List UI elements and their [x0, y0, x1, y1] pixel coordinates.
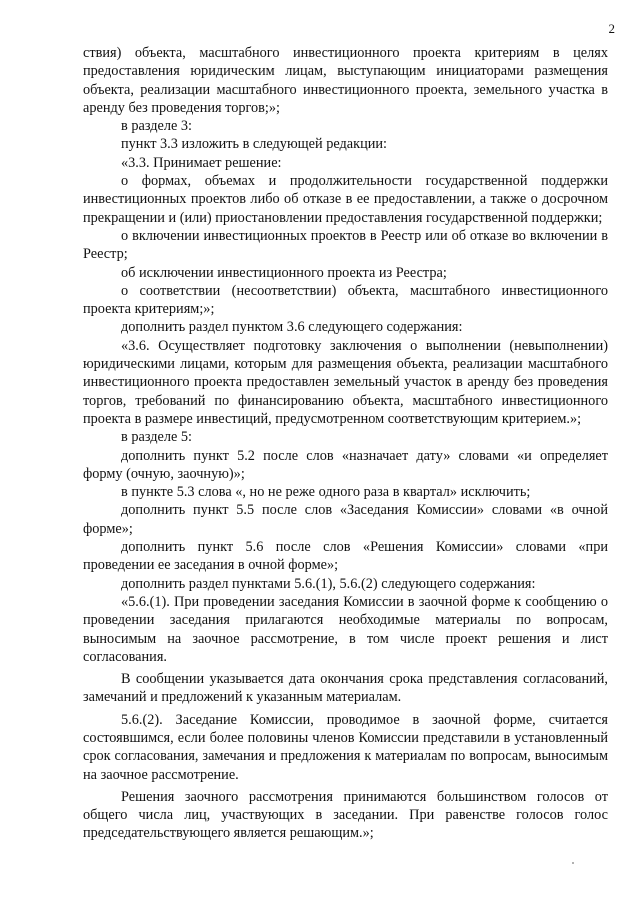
- paragraph-item-3-3-instruction: пункт 3.3 изложить в следующей редакции:: [121, 136, 388, 153]
- paragraph-registry-inclusion: о включении инвестиционных проектов в Реестр или об отказе во включении в Реестр;: [83, 227, 608, 263]
- scan-speck: [572, 862, 574, 864]
- paragraph-item-5-5: дополнить пункт 5.5 после слов «Заседания Комиссии» словами «в очной форме»;: [83, 502, 608, 537]
- paragraph-registry-exclusion: об исключении инвестиционного проекта из Реестра;: [121, 264, 447, 281]
- paragraph-item-5-2: дополнить пункт 5.2 после слов «назначает дату» словами «и определяет форму (очную, заочную)»;: [83, 447, 608, 482]
- document-body: [83, 44, 608, 843]
- paragraph-item-5-3: в пункте 5.3 слова «, но не реже одного раза в квартал» исключить;: [121, 484, 531, 501]
- paragraph-items-5-6-1-2-instruction: дополнить раздел пунктами 5.6.(1), 5.6.(2) следующего содержания:: [121, 575, 536, 592]
- paragraph-criteria-compliance: о соответствии (несоответствии) объекта, масштабного инвестиционного проекта критериям;»;: [83, 282, 608, 318]
- paragraph-item-3-3: «3.3. Принимает решение:: [121, 154, 282, 171]
- paragraph-item-5-6-1: «5.6.(1). При проведении заседания Комиссии в заочной форме к сообщению о проведении заседания прилагаются необходимые материалы по вопросам, выносимым на заочное рассмотрение, в том числе проект решения и лист согласования.: [83, 593, 608, 665]
- paragraph-item-5-6: дополнить пункт 5.6 после слов «Решения Комиссии» словами «при проведении ее заседания в очной форме»;: [83, 539, 608, 574]
- paragraph-notice-deadline: В сообщении указывается дата окончания срока представления согласований, замечаний и предложений к указанным материалам.: [83, 671, 608, 706]
- paragraph-continuation: ствия) объекта, масштабного инвестиционного проекта критериям в целях предоставления юридическим лицам, выступающим инициаторами размещения объекта, реализации масштабного инвестиционного проекта, земельного участка в аренду без проведения торгов;»;: [83, 45, 608, 116]
- paragraph-item-5-6-2: 5.6.(2). Заседание Комиссии, проводимое в заочной форме, считается состоявшимся, если более половины членов Комиссии представили в установленный срок согласования, замечания и предложения к материалам по вопросам, выносимым на заочное рассмотрение.: [83, 711, 608, 783]
- page-number: 2: [608, 21, 615, 36]
- paragraph-voting-rule: Решения заочного рассмотрения принимаются большинством голосов от общего числа лиц, участвующих в заседании. При равенстве голосов голос председательствующего является решающим.»;: [83, 788, 608, 842]
- paragraph-section-5-heading: в разделе 5:: [121, 429, 193, 446]
- paragraph-section-3-heading: в разделе 3:: [121, 118, 193, 135]
- paragraph-support-decision: о формах, объемах и продолжительности государственной поддержки инвестиционных проектов либо об отказе в ее предоставлении, а также о досрочном прекращении и (или) приостановлении предоставления государственной поддержки;: [83, 173, 608, 226]
- paragraph-item-3-6-instruction: дополнить раздел пунктом 3.6 следующего содержания:: [121, 319, 463, 336]
- paragraph-item-3-6: «3.6. Осуществляет подготовку заключения о выполнении (невыполнении) юридическими лицами, которым для размещения объекта, реализации масштабного инвестиционного проекта предоставлен земельный участок в аренду без проведения торгов, требований по финансированию объекта, масштабного инвестиционного проекта в размере инвестиций, предусмотренном соответствующим критерием.»;: [83, 337, 608, 427]
